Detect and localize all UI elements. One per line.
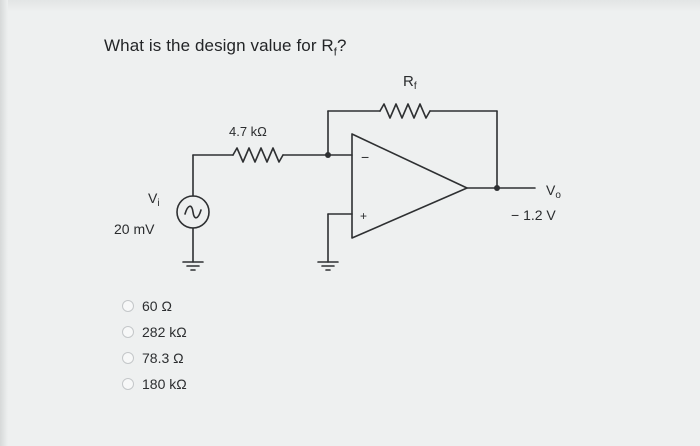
rin-label: 4.7 kΩ <box>229 124 267 139</box>
ac-source-wave <box>185 206 201 218</box>
question-sub: f <box>333 46 337 59</box>
vo-label: $V_o$ <box>546 182 561 201</box>
question-end: ? <box>336 36 347 55</box>
rf-label: $R_f$ <box>403 73 417 92</box>
junction-output <box>494 185 500 191</box>
rf-resistor <box>380 104 430 118</box>
vi-label: $V_i$ <box>148 190 160 209</box>
option-1[interactable] <box>122 293 187 319</box>
vi-value: 20 mV <box>114 221 155 237</box>
rin-resistor <box>233 148 283 162</box>
option-label: 180 kΩ <box>142 376 187 392</box>
radio-icon[interactable] <box>122 378 134 390</box>
option-4[interactable] <box>122 371 187 397</box>
opamp-minus-sign: − <box>361 149 370 165</box>
radio-icon[interactable] <box>122 326 134 338</box>
option-label: 78.3 Ω <box>142 350 184 366</box>
answer-options <box>122 293 187 397</box>
radio-icon[interactable] <box>122 352 134 364</box>
option-3[interactable] <box>122 345 187 371</box>
junction-inverting <box>325 152 331 158</box>
option-label: 282 kΩ <box>142 324 187 340</box>
option-2[interactable] <box>122 319 187 345</box>
opamp-triangle <box>352 134 467 238</box>
option-label: 60 Ω <box>142 298 172 314</box>
radio-icon[interactable] <box>122 300 134 312</box>
question-main: What is the design value for R <box>104 36 334 55</box>
opamp-plus-sign: + <box>360 209 368 223</box>
vo-value: − 1.2 V <box>511 207 556 223</box>
